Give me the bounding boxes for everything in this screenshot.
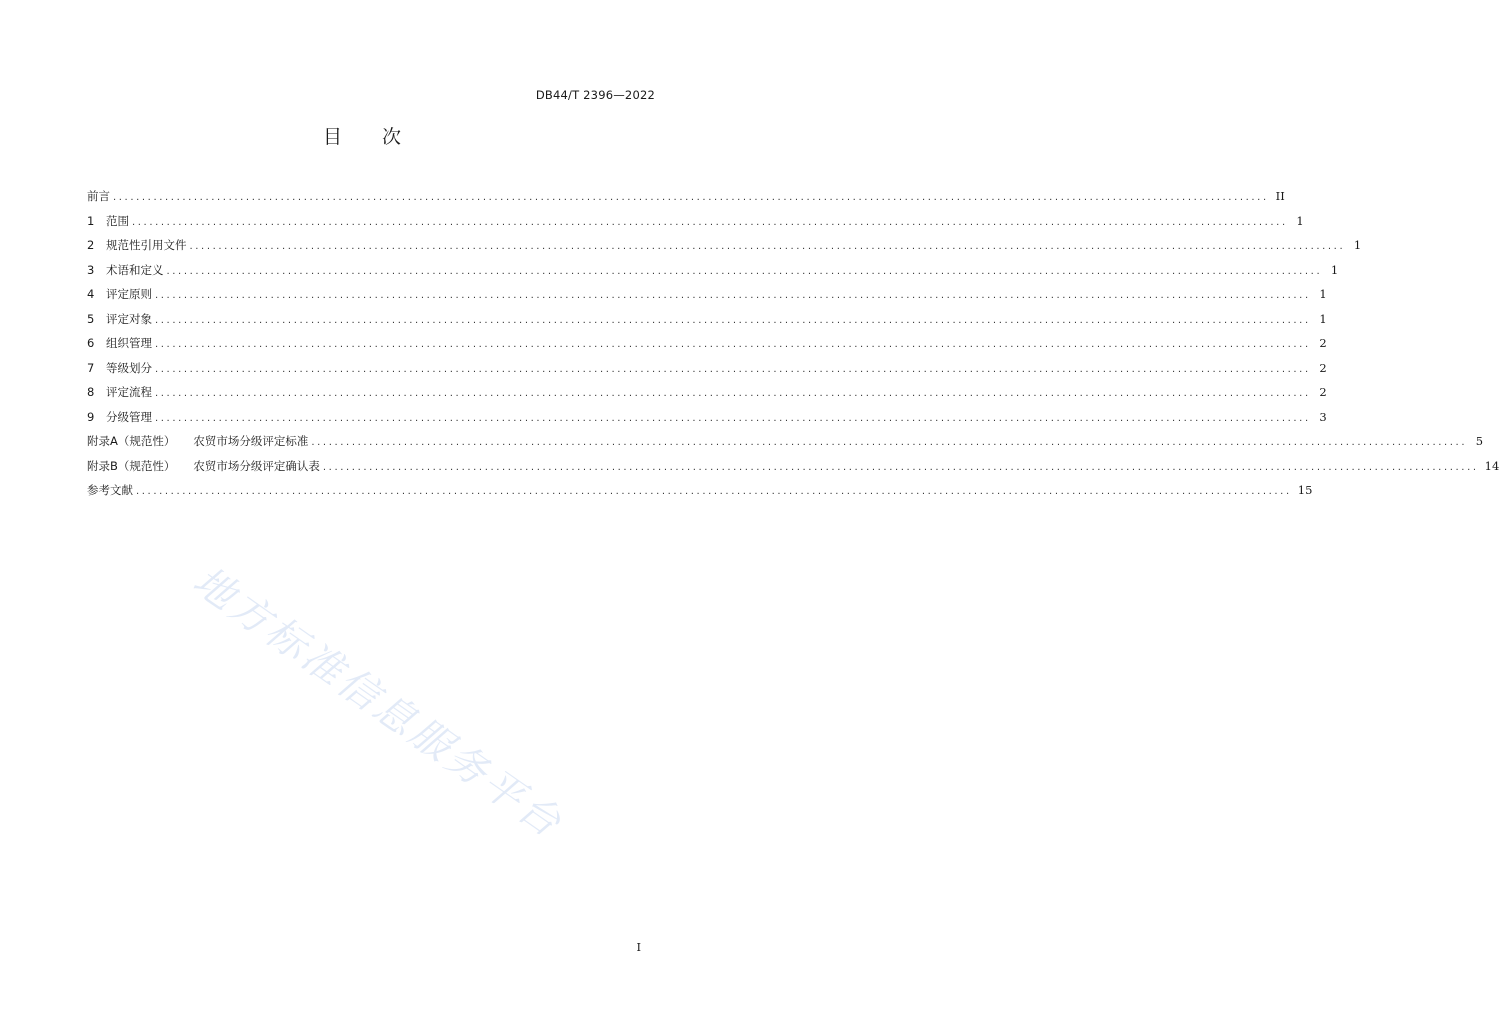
toc-entry-title: [87, 233, 187, 258]
toc-entry-number: 7: [87, 360, 95, 375]
toc-entry-label: 等级划分: [106, 360, 152, 375]
toc-entry[interactable]: [87, 258, 1339, 283]
toc-entry-page: 15: [1297, 483, 1313, 497]
watermark: 地方标准信息服务平台: [184, 557, 572, 848]
toc-entry-label: 附录B（规范性）: [87, 458, 176, 473]
toc-entry-title: [87, 380, 152, 405]
toc-leader-dots: ........................................................................................................................................................................................................: [155, 314, 1311, 326]
toc-entry-page: 2: [1319, 385, 1327, 399]
toc-entry-label: 组织管理: [106, 336, 152, 350]
toc-entry-page: 2: [1319, 360, 1327, 375]
toc-entry-title: [87, 282, 152, 307]
page-number: I: [636, 940, 641, 954]
toc-entry-page: 1: [1319, 311, 1327, 326]
toc-entry[interactable]: [87, 454, 1499, 479]
toc-entry[interactable]: [87, 331, 1327, 356]
toc-entry-number: 3: [87, 262, 95, 277]
toc-entry-number: 4: [87, 287, 95, 301]
toc-leader-dots: ........................................................................................................................................................................................................: [311, 437, 1468, 448]
toc-leader-dots: ........................................................................................................................................................................................................: [155, 290, 1311, 301]
toc-leader-dots: ........................................................................................................................................................................................................: [155, 388, 1311, 399]
standard-code: DB44/T 2396—2022: [535, 88, 655, 102]
table-of-contents: [87, 184, 1499, 503]
toc-entry-title: [87, 429, 308, 454]
toc-entry-page: 1: [1296, 213, 1304, 228]
toc-entry-page: 1: [1353, 238, 1362, 252]
toc-entry-page: II: [1275, 189, 1285, 203]
toc-leader-dots: ........................................................................................................................................................................................................: [155, 339, 1311, 350]
toc-entry-page: 1: [1319, 287, 1327, 301]
toc-entry-subtitle: 农贸市场分级评定确认表: [193, 458, 320, 473]
page-title: 目次: [322, 126, 441, 148]
toc-leader-dots: ........................................................................................................................................................................................................: [136, 486, 1292, 497]
toc-leader-dots: ........................................................................................................................................................................................................: [132, 216, 1288, 228]
toc-leader-dots: ........................................................................................................................................................................................................: [155, 412, 1311, 424]
toc-entry[interactable]: [87, 307, 1327, 332]
toc-entry-title: [87, 307, 152, 332]
toc-entry[interactable]: [87, 429, 1484, 454]
toc-entry-label: 分级管理: [106, 409, 152, 424]
toc-entry[interactable]: [87, 478, 1313, 503]
toc-entry-title: [87, 454, 320, 479]
toc-entry-subtitle: 农贸市场分级评定标准: [193, 434, 309, 448]
toc-entry-label: 评定对象: [106, 311, 152, 326]
toc-entry-title: [87, 478, 133, 503]
toc-entry-title: [87, 258, 164, 283]
toc-leader-dots: ........................................................................................................................................................................................................: [189, 241, 1346, 252]
toc-entry-title: [87, 356, 152, 381]
toc-entry-title: [87, 184, 110, 209]
toc-entry-page: 14: [1484, 458, 1499, 473]
toc-entry[interactable]: [87, 282, 1327, 307]
toc-entry-label: 评定原则: [106, 287, 152, 301]
toc-entry-title: [87, 331, 152, 356]
toc-entry-number: 2: [87, 238, 95, 252]
toc-entry-label: 前言: [87, 189, 110, 203]
toc-entry-label: 范围: [106, 213, 129, 228]
toc-entry-number: 8: [87, 385, 95, 399]
toc-entry-number: 9: [87, 409, 95, 424]
toc-entry-label: 附录A（规范性）: [87, 434, 176, 448]
toc-leader-dots: ........................................................................................................................................................................................................: [155, 363, 1311, 375]
toc-entry-number: 1: [87, 213, 95, 228]
toc-entry-label: 规范性引用文件: [106, 238, 187, 252]
toc-entry-page: 3: [1319, 409, 1327, 424]
toc-entry[interactable]: [87, 380, 1327, 405]
toc-entry-label: 术语和定义: [106, 262, 164, 277]
toc-entry-page: 2: [1319, 336, 1327, 350]
toc-entry[interactable]: [87, 233, 1362, 258]
toc-entry[interactable]: [87, 209, 1304, 234]
toc-leader-dots: ........................................................................................................................................................................................................: [113, 192, 1269, 203]
toc-leader-dots: ........................................................................................................................................................................................................: [322, 461, 1479, 473]
toc-entry-page: 5: [1475, 434, 1484, 448]
toc-entry[interactable]: [87, 356, 1327, 381]
toc-entry[interactable]: [87, 405, 1327, 430]
toc-leader-dots: ........................................................................................................................................................................................................: [166, 265, 1323, 277]
toc-entry-page: 1: [1330, 262, 1339, 277]
toc-entry-label: 参考文献: [87, 483, 133, 497]
toc-entry-number: 5: [87, 311, 95, 326]
toc-entry-title: [87, 405, 152, 430]
toc-entry[interactable]: [87, 184, 1285, 209]
toc-entry-label: 评定流程: [106, 385, 152, 399]
toc-entry-title: [87, 209, 129, 234]
toc-entry-number: 6: [87, 336, 95, 350]
